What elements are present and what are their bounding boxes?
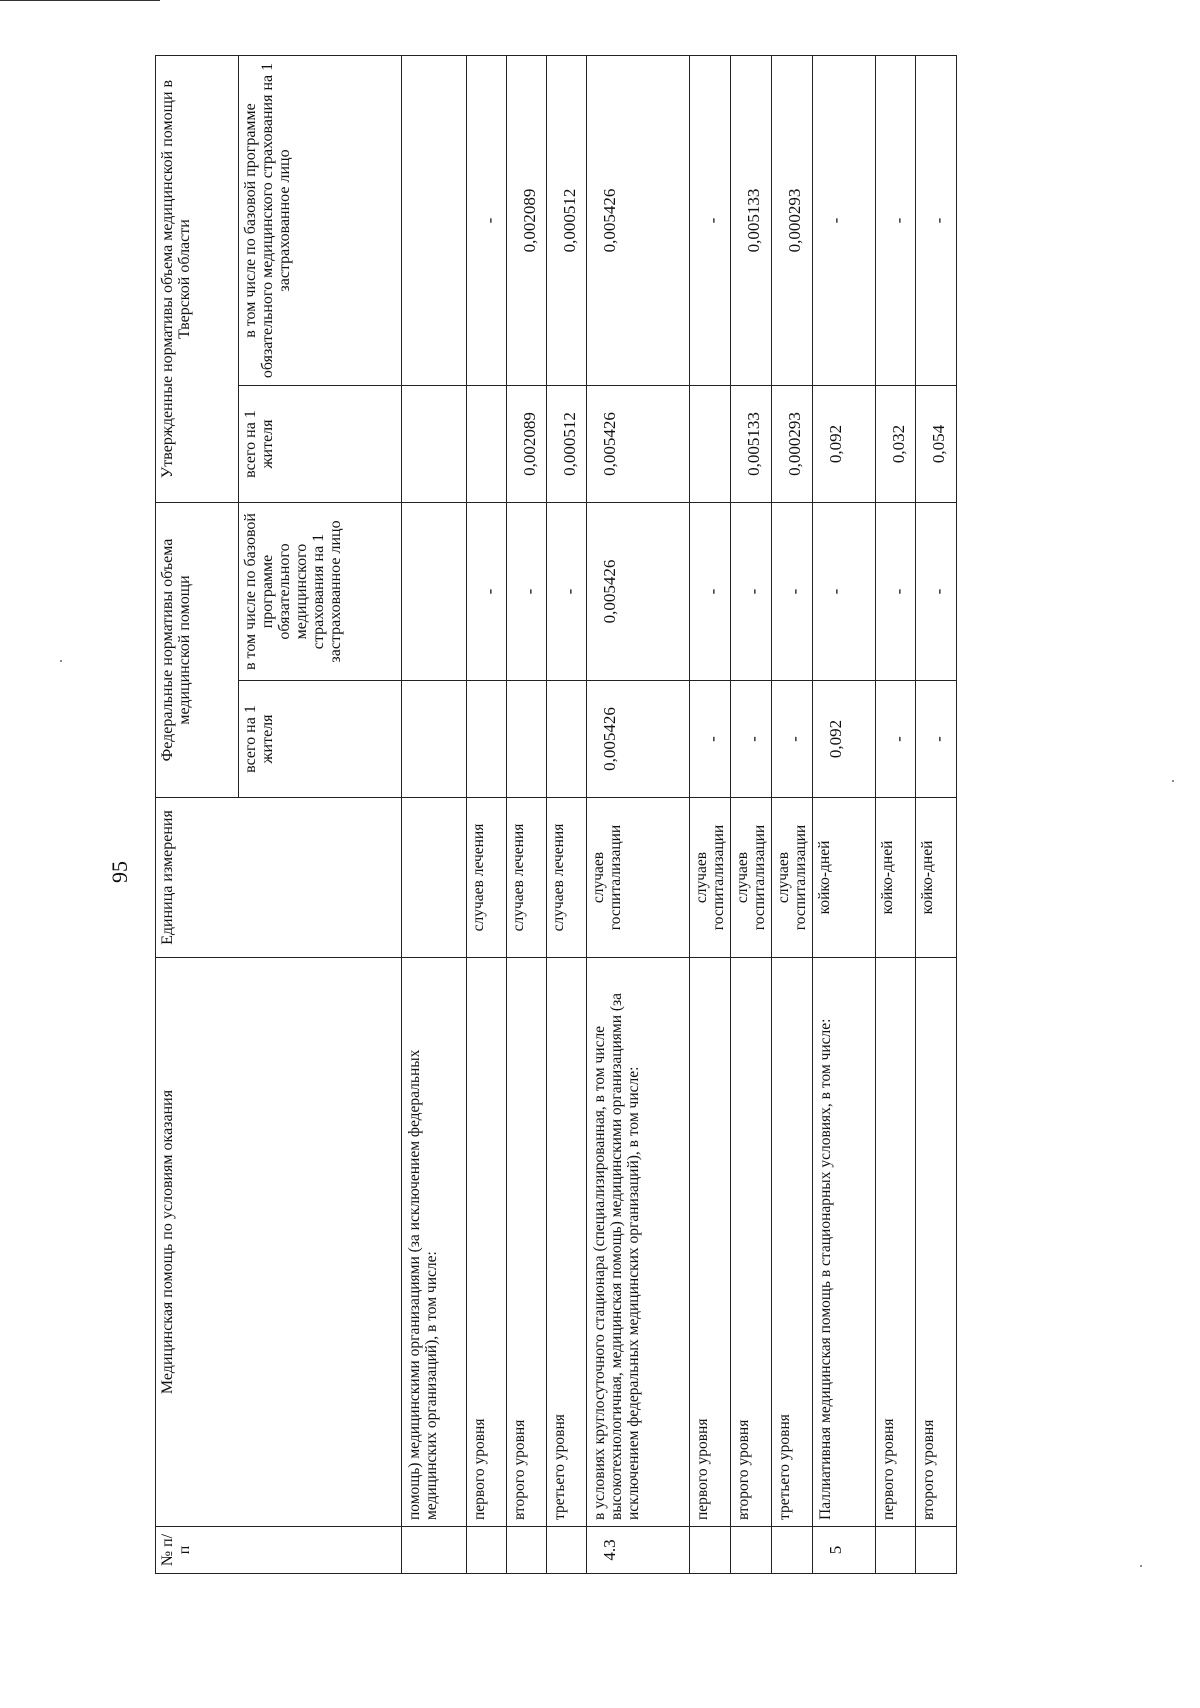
header-regional: Утвержденные нормативы объема медицинской помощи в Тверской области: [156, 56, 239, 503]
row-regional-total: [690, 386, 731, 503]
row-num: 4.3: [587, 1527, 690, 1574]
row-federal-oms: -: [547, 503, 587, 681]
row-name: помощь) медицинскими организациями (за исключением федеральных медицинских организаций), в том числе:: [402, 958, 467, 1527]
row-federal-oms: -: [876, 503, 916, 681]
row-unit: койко-дней: [876, 798, 916, 958]
scan-edge-line: [0, 0, 160, 1]
row-num: [772, 1527, 813, 1574]
header-name: Медицинская помощь по условиям оказания: [156, 958, 402, 1527]
row-federal-oms: 0,005426: [587, 503, 690, 681]
table-body: [402, 56, 957, 1574]
header-unit: Единица измерения: [156, 798, 402, 958]
row-num: [876, 1527, 916, 1574]
row-federal-total: -: [690, 681, 731, 798]
row-regional-total: 0,000512: [547, 386, 587, 503]
row-regional-oms: 0,000293: [772, 56, 813, 386]
row-regional-total: 0,092: [813, 386, 876, 503]
header-federal-oms: в том числе по базовой программе обязательного медицинского страхования на 1 застрахованное лицо: [239, 503, 402, 681]
row-unit: случаев госпитализации: [731, 798, 772, 958]
row-federal-total: -: [731, 681, 772, 798]
row-federal-oms: -: [690, 503, 731, 681]
table-row: [402, 56, 467, 1574]
scan-speck: [60, 660, 62, 662]
row-regional-oms: 0,002089: [507, 56, 547, 386]
row-regional-oms: 0,005133: [731, 56, 772, 386]
row-unit: случаев лечения: [507, 798, 547, 958]
row-federal-oms: -: [813, 503, 876, 681]
row-federal-total: [507, 681, 547, 798]
table-row: [731, 56, 772, 1574]
row-regional-oms: -: [813, 56, 876, 386]
row-unit: случаев госпитализации: [587, 798, 690, 958]
row-federal-total: 0,092: [813, 681, 876, 798]
table-row: [690, 56, 731, 1574]
table-row: [467, 56, 507, 1574]
row-num: 5: [813, 1527, 876, 1574]
row-num: [467, 1527, 507, 1574]
row-unit: случаев госпитализации: [772, 798, 813, 958]
table-row: [587, 56, 690, 1574]
row-num: [507, 1527, 547, 1574]
row-name: первого уровня: [467, 958, 507, 1527]
row-unit: койко-дней: [916, 798, 957, 958]
header-num: № п/п: [156, 1527, 402, 1574]
row-federal-oms: -: [467, 503, 507, 681]
row-unit: случаев лечения: [467, 798, 507, 958]
rotated-table-container: [155, 56, 1200, 1574]
row-regional-oms: -: [467, 56, 507, 386]
row-regional-total: 0,054: [916, 386, 957, 503]
row-unit: [402, 798, 467, 958]
row-regional-total: 0,032: [876, 386, 916, 503]
row-federal-total: -: [876, 681, 916, 798]
row-name: третьего уровня: [547, 958, 587, 1527]
row-federal-total: [547, 681, 587, 798]
row-regional-total: [402, 386, 467, 503]
row-num: [731, 1527, 772, 1574]
row-federal-oms: -: [772, 503, 813, 681]
row-federal-total: [467, 681, 507, 798]
row-federal-oms: -: [731, 503, 772, 681]
header-federal: Федеральные нормативы объема медицинской помощи: [156, 503, 239, 798]
row-regional-total: 0,002089: [507, 386, 547, 503]
table-row: [813, 56, 876, 1574]
table-row: [547, 56, 587, 1574]
row-num: [916, 1527, 957, 1574]
row-regional-oms: 0,000512: [547, 56, 587, 386]
row-name: Паллиативная медицинская помощь в стационарных условиях, в том числе:: [813, 958, 876, 1527]
row-name: первого уровня: [690, 958, 731, 1527]
row-name: второго уровня: [916, 958, 957, 1527]
header-row-top: [156, 56, 239, 1574]
row-unit: койко-дней: [813, 798, 876, 958]
row-regional-oms: [402, 56, 467, 386]
row-num: [402, 1527, 467, 1574]
row-regional-oms: -: [690, 56, 731, 386]
row-num: [547, 1527, 587, 1574]
header-regional-total: всего на 1 жителя: [239, 386, 402, 503]
table-row: [507, 56, 547, 1574]
row-name: второго уровня: [507, 958, 547, 1527]
row-regional-oms: 0,005426: [587, 56, 690, 386]
row-federal-total: [402, 681, 467, 798]
header-federal-total: всего на 1 жителя: [239, 681, 402, 798]
normatives-table: [155, 55, 957, 1574]
row-regional-total: 0,005133: [731, 386, 772, 503]
row-name: в условиях круглосуточного стационара (специализированная, в том числе высокотехнологичная, медицинская помощь) медицинскими организациями (за исключением федеральных медицинских организаций), в том числе:: [587, 958, 690, 1527]
row-federal-oms: -: [507, 503, 547, 681]
row-federal-total: -: [772, 681, 813, 798]
table-row: [916, 56, 957, 1574]
page-number: 95: [107, 861, 132, 883]
row-name: третьего уровня: [772, 958, 813, 1527]
table-row: [876, 56, 916, 1574]
row-regional-oms: -: [876, 56, 916, 386]
row-regional-total: [467, 386, 507, 503]
row-num: [690, 1527, 731, 1574]
row-unit: случаев госпитализации: [690, 798, 731, 958]
table-row: [772, 56, 813, 1574]
row-regional-total: 0,005426: [587, 386, 690, 503]
row-regional-total: 0,000293: [772, 386, 813, 503]
row-regional-oms: -: [916, 56, 957, 386]
row-federal-total: 0,005426: [587, 681, 690, 798]
row-unit: случаев лечения: [547, 798, 587, 958]
row-federal-total: -: [916, 681, 957, 798]
row-federal-oms: [402, 503, 467, 681]
row-federal-oms: -: [916, 503, 957, 681]
row-name: второго уровня: [731, 958, 772, 1527]
header-regional-oms: в том числе по базовой программе обязательного медицинского страхования на 1 застрахованное лицо: [239, 56, 402, 386]
row-name: первого уровня: [876, 958, 916, 1527]
